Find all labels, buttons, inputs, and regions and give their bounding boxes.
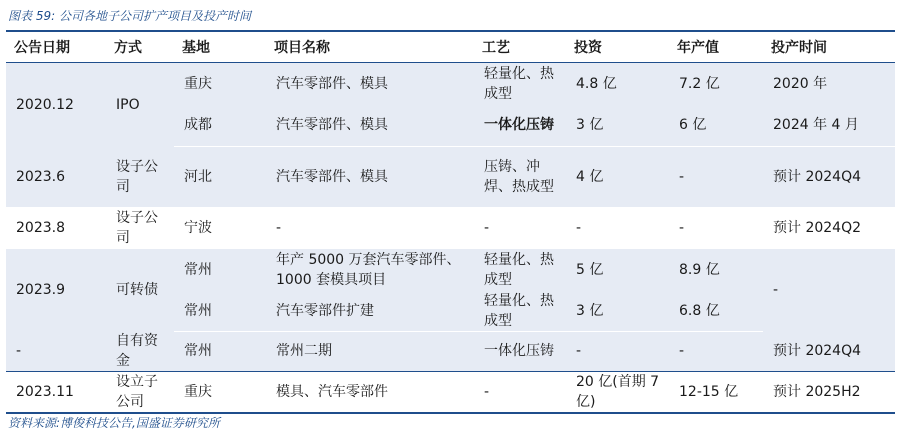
cell-investment: 20 亿(首期 7 亿) [566, 372, 669, 414]
cell-base: 重庆 [174, 372, 266, 414]
table-row [6, 249, 895, 291]
cell-output: 6 亿 [669, 105, 763, 147]
cell-process: 一体化压铸 [474, 331, 566, 372]
cell-method: 自有资金 [106, 331, 174, 372]
source-note: 资料来源:博俊科技公告,国盛证券研究所 [8, 416, 220, 430]
cell-investment: 3 亿 [566, 105, 669, 147]
cell-method: 设立子公司 [106, 372, 174, 414]
expansion-table [6, 30, 895, 414]
header-project: 项目名称 [266, 31, 474, 63]
cell-date: 2023.11 [6, 372, 106, 414]
cell-output: - [669, 331, 763, 372]
header-process: 工艺 [474, 31, 566, 63]
cell-project: - [276, 219, 282, 236]
cell-start-time: 2024 年 4 月 [763, 105, 895, 147]
header-output: 年产值 [669, 31, 763, 63]
figure-title: 图表 59: 公司各地子公司扩产项目及投产时间 [8, 9, 251, 23]
cell-output: 6.8 亿 [669, 291, 763, 332]
cell-process: 压铸、冲焊、热成型 [474, 147, 566, 207]
cell-investment: 5 亿 [566, 249, 669, 291]
cell-investment: - [566, 331, 669, 372]
cell-start-time: 2020 年 [763, 63, 895, 105]
cell-output: 7.2 亿 [669, 63, 763, 105]
table-row [6, 372, 895, 414]
cell-investment: 4.8 亿 [566, 63, 669, 105]
cell-project: 汽车零部件、模具 [266, 105, 474, 147]
cell-date: 2023.8 [16, 219, 65, 236]
header-start-time: 投产时间 [763, 31, 895, 63]
cell-output: 12-15 亿 [669, 372, 763, 414]
cell-method: 可转债 [106, 249, 174, 332]
cell-method: IPO [106, 63, 174, 147]
cell-date: - [6, 331, 106, 372]
cell-start-time: 预计 2024Q4 [763, 147, 895, 207]
cell-start-time: 预计 2024Q2 [773, 219, 862, 236]
cell-project: 年产 5000 万套汽车零部件、1000 套模具项目 [266, 249, 474, 291]
cell-project: 汽车零部件扩建 [266, 291, 474, 332]
header-method: 方式 [106, 31, 174, 63]
cell-date: 2020.12 [6, 63, 106, 147]
cell-project: 模具、汽车零部件 [266, 372, 474, 414]
cell-process: 轻量化、热成型 [474, 63, 566, 105]
cell-project: 汽车零部件、模具 [266, 63, 474, 105]
cell-output: - [669, 147, 763, 207]
cell-date: 2023.6 [6, 147, 106, 207]
cell-output: - [679, 219, 685, 236]
header-base: 基地 [174, 31, 266, 63]
cell-base: 宁波 [184, 219, 212, 236]
cell-base: 常州 [174, 249, 266, 291]
cell-base: 河北 [174, 147, 266, 207]
table-row [6, 207, 895, 249]
cell-process: 轻量化、热成型 [474, 291, 566, 332]
header-date: 公告日期 [6, 31, 106, 63]
cell-project: 汽车零部件、模具 [266, 147, 474, 207]
cell-output: 8.9 亿 [669, 249, 763, 291]
cell-base: 成都 [174, 105, 266, 147]
cell-process: 轻量化、热成型 [474, 249, 566, 291]
cell-method: 设子公司 [106, 147, 174, 207]
header-row [6, 31, 895, 63]
cell-investment: 4 亿 [566, 147, 669, 207]
cell-start-time: 预计 2025H2 [763, 372, 895, 414]
cell-start-time: 预计 2024Q4 [763, 331, 895, 372]
cell-process: 一体化压铸 [474, 105, 566, 147]
table-row [6, 63, 895, 105]
cell-investment: 3 亿 [566, 291, 669, 332]
table-row [6, 331, 895, 372]
cell-base: 重庆 [174, 63, 266, 105]
cell-process: - [474, 372, 566, 414]
cell-method: 设子公司 [116, 209, 158, 246]
cell-start-time: - [763, 249, 895, 332]
cell-investment: - [576, 219, 582, 236]
cell-process: - [484, 219, 490, 236]
header-investment: 投资 [566, 31, 669, 63]
cell-base: 常州 [174, 331, 266, 372]
table-row [6, 147, 895, 207]
cell-base: 常州 [174, 291, 266, 332]
cell-date: 2023.9 [6, 249, 106, 332]
cell-project: 常州二期 [266, 331, 474, 372]
